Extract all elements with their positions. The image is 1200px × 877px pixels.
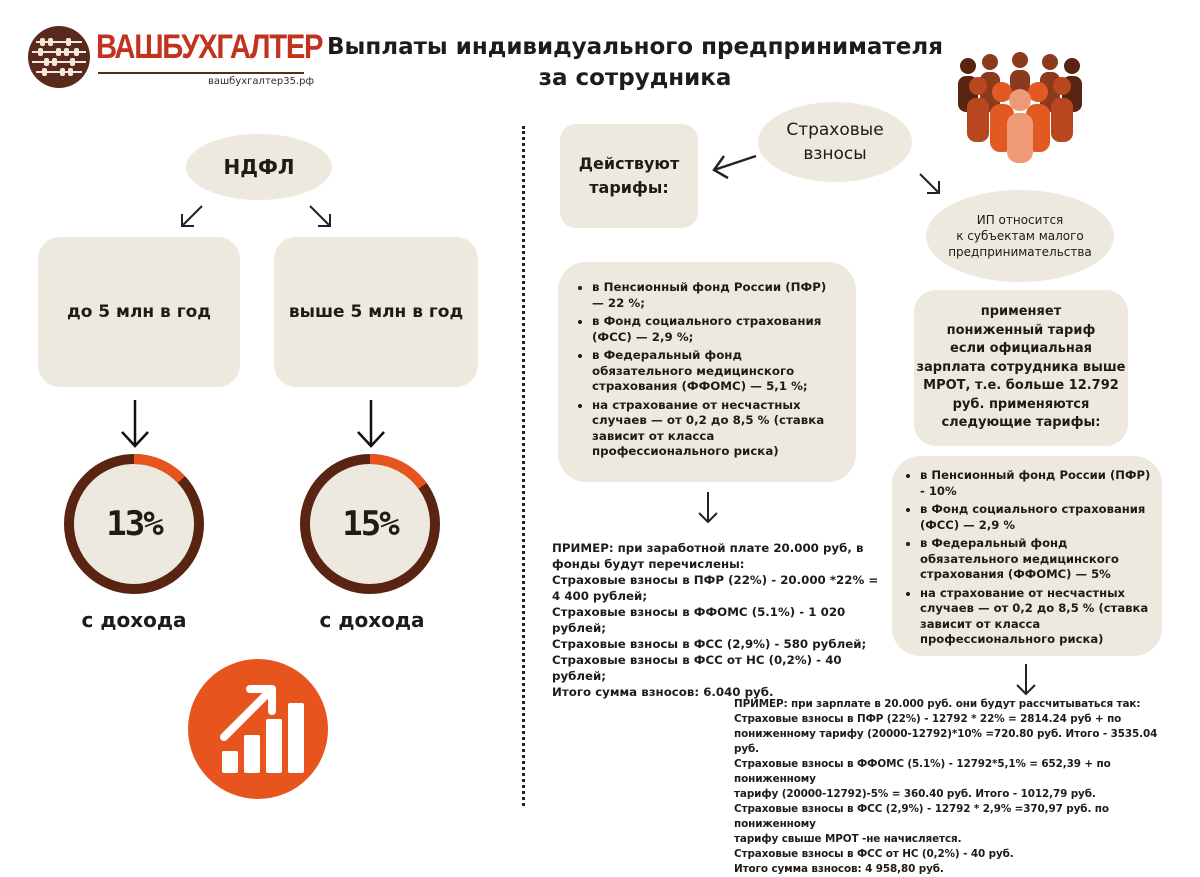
arrow-down-right-icon — [916, 170, 944, 198]
reduced-rates-card — [892, 456, 1162, 656]
standard-rates-card — [558, 262, 856, 482]
tariffs-card — [560, 124, 698, 228]
logo — [26, 22, 323, 92]
arrow-down-left-icon — [176, 202, 206, 232]
page-title-line1: Выплаты индивидуального предпринимателя — [327, 34, 943, 60]
arrow-down-icon — [118, 398, 152, 450]
ndfl-left-caption: с дохода — [81, 608, 187, 632]
rate-item: • в Фонд социального страхования (ФСС) — 2,9 %; — [592, 314, 842, 345]
example2-text: ПРИМЕР: при зарплате в 20.000 руб. они будут рассчитываться так: Страховые взносы в ПФР (22%) - 12792 * 22% = 2814.24 руб + по пониженному тарифу (20000-12792)*10% =720.80 руб. Итого - 3535.04 руб. Страховые взносы в ФФОМС (5.1%) - 12792*5,1% = 652,39 + по пониженному тарифу (20000-12792)-5% = 360.40 руб. Итого - 1012,79 руб. Страховые взносы в ФСС (2,9%) - 12792 * 2,9% =370,97 руб. по пониженному тарифу свыше МРОТ -не начисляется. Страховые взносы в ФСС от НС (0,2%) - 40 руб. Итого сумма взносов: 4 958,80 руб. — [734, 698, 1158, 875]
arrow-left-icon — [710, 152, 758, 180]
reduced-rates-list — [902, 468, 1154, 648]
brand-underline — [98, 72, 304, 74]
ndfl-heading: НДФЛ — [186, 134, 332, 200]
page-title — [320, 32, 950, 94]
rate-item: • в Пенсионный фонд России (ПФР) - 10% — [920, 468, 1154, 499]
arrow-down-icon — [696, 490, 720, 526]
ndfl-right-caption: с дохода — [319, 608, 425, 632]
arrow-down-right-icon — [306, 202, 336, 232]
rate-item: • в Пенсионный фонд России (ПФР) — 22 %; — [592, 280, 842, 311]
rate-item: • в Федеральный фонд обязательного медицинского страхования (ФФОМС) — 5% — [920, 536, 1154, 583]
rate-item: • в Федеральный фонд обязательного медицинского страхования (ФФОМС) — 5,1 %; — [592, 348, 842, 395]
rate-value: 15% — [342, 504, 398, 544]
ndfl-right-ring — [298, 452, 442, 596]
ndfl-left-card: до 5 млн в год — [38, 237, 240, 387]
standard-rates-list — [574, 280, 842, 460]
tariffs-line1: Действуют — [578, 154, 680, 173]
rate-item: • в Фонд социального страхования (ФСС) — 2,9 % — [920, 502, 1154, 533]
vertical-divider — [522, 126, 525, 806]
people-group-icon — [950, 46, 1090, 164]
rate-item: • на страхование от несчастных случаев — от 0,2 до 8,5 % (ставка зависит от класса профессионального риска) — [920, 586, 1154, 648]
insurance-heading-line1: Страховые — [786, 120, 884, 140]
example1-text: ПРИМЕР: при заработной плате 20.000 руб, в фонды будут перечислены: Страховые взносы в ПФР (22%) - 20.000 *22% = 4 400 рублей; Страховые взносы в ФФОМС (5.1%) - 1 020 рублей; Страховые взносы в ФСС (2,9%) - 580 рублей; Страховые взносы в ФСС от НС (0,2%) - 40 рублей; Итого сумма взносов: 6.040 руб. — [552, 541, 879, 699]
growth-chart-icon — [188, 659, 328, 799]
brand-site: вашбухгалтер35.рф — [208, 76, 315, 87]
page-title-line2: за сотрудника — [538, 65, 732, 91]
tariffs-line2: тарифы: — [589, 178, 669, 197]
brand-name: ВАШБУХГАЛТЕР — [96, 28, 323, 66]
insurance-heading-line2: взносы — [803, 144, 867, 164]
rate-item: • на страхование от несчастных случаев — от 0,2 до 8,5 % (ставка зависит от класса профессионального риска) — [592, 398, 842, 460]
reduced-intro-card: применяет пониженный тариф если официальная зарплата сотрудника выше МРОТ, т.е. больше 12.792 руб. применяются следующие тарифы: — [914, 290, 1128, 446]
small-business-pill: ИП относится к субъектам малого предпринимательства — [926, 190, 1114, 282]
abacus-icon — [26, 24, 92, 90]
insurance-heading — [758, 102, 912, 182]
growth-chart-tile — [188, 659, 328, 799]
ndfl-right-card: выше 5 млн в год — [274, 237, 478, 387]
rate-value: 13% — [106, 504, 162, 544]
ndfl-left-ring — [62, 452, 206, 596]
arrow-down-icon — [1014, 662, 1038, 698]
arrow-down-icon — [354, 398, 388, 450]
